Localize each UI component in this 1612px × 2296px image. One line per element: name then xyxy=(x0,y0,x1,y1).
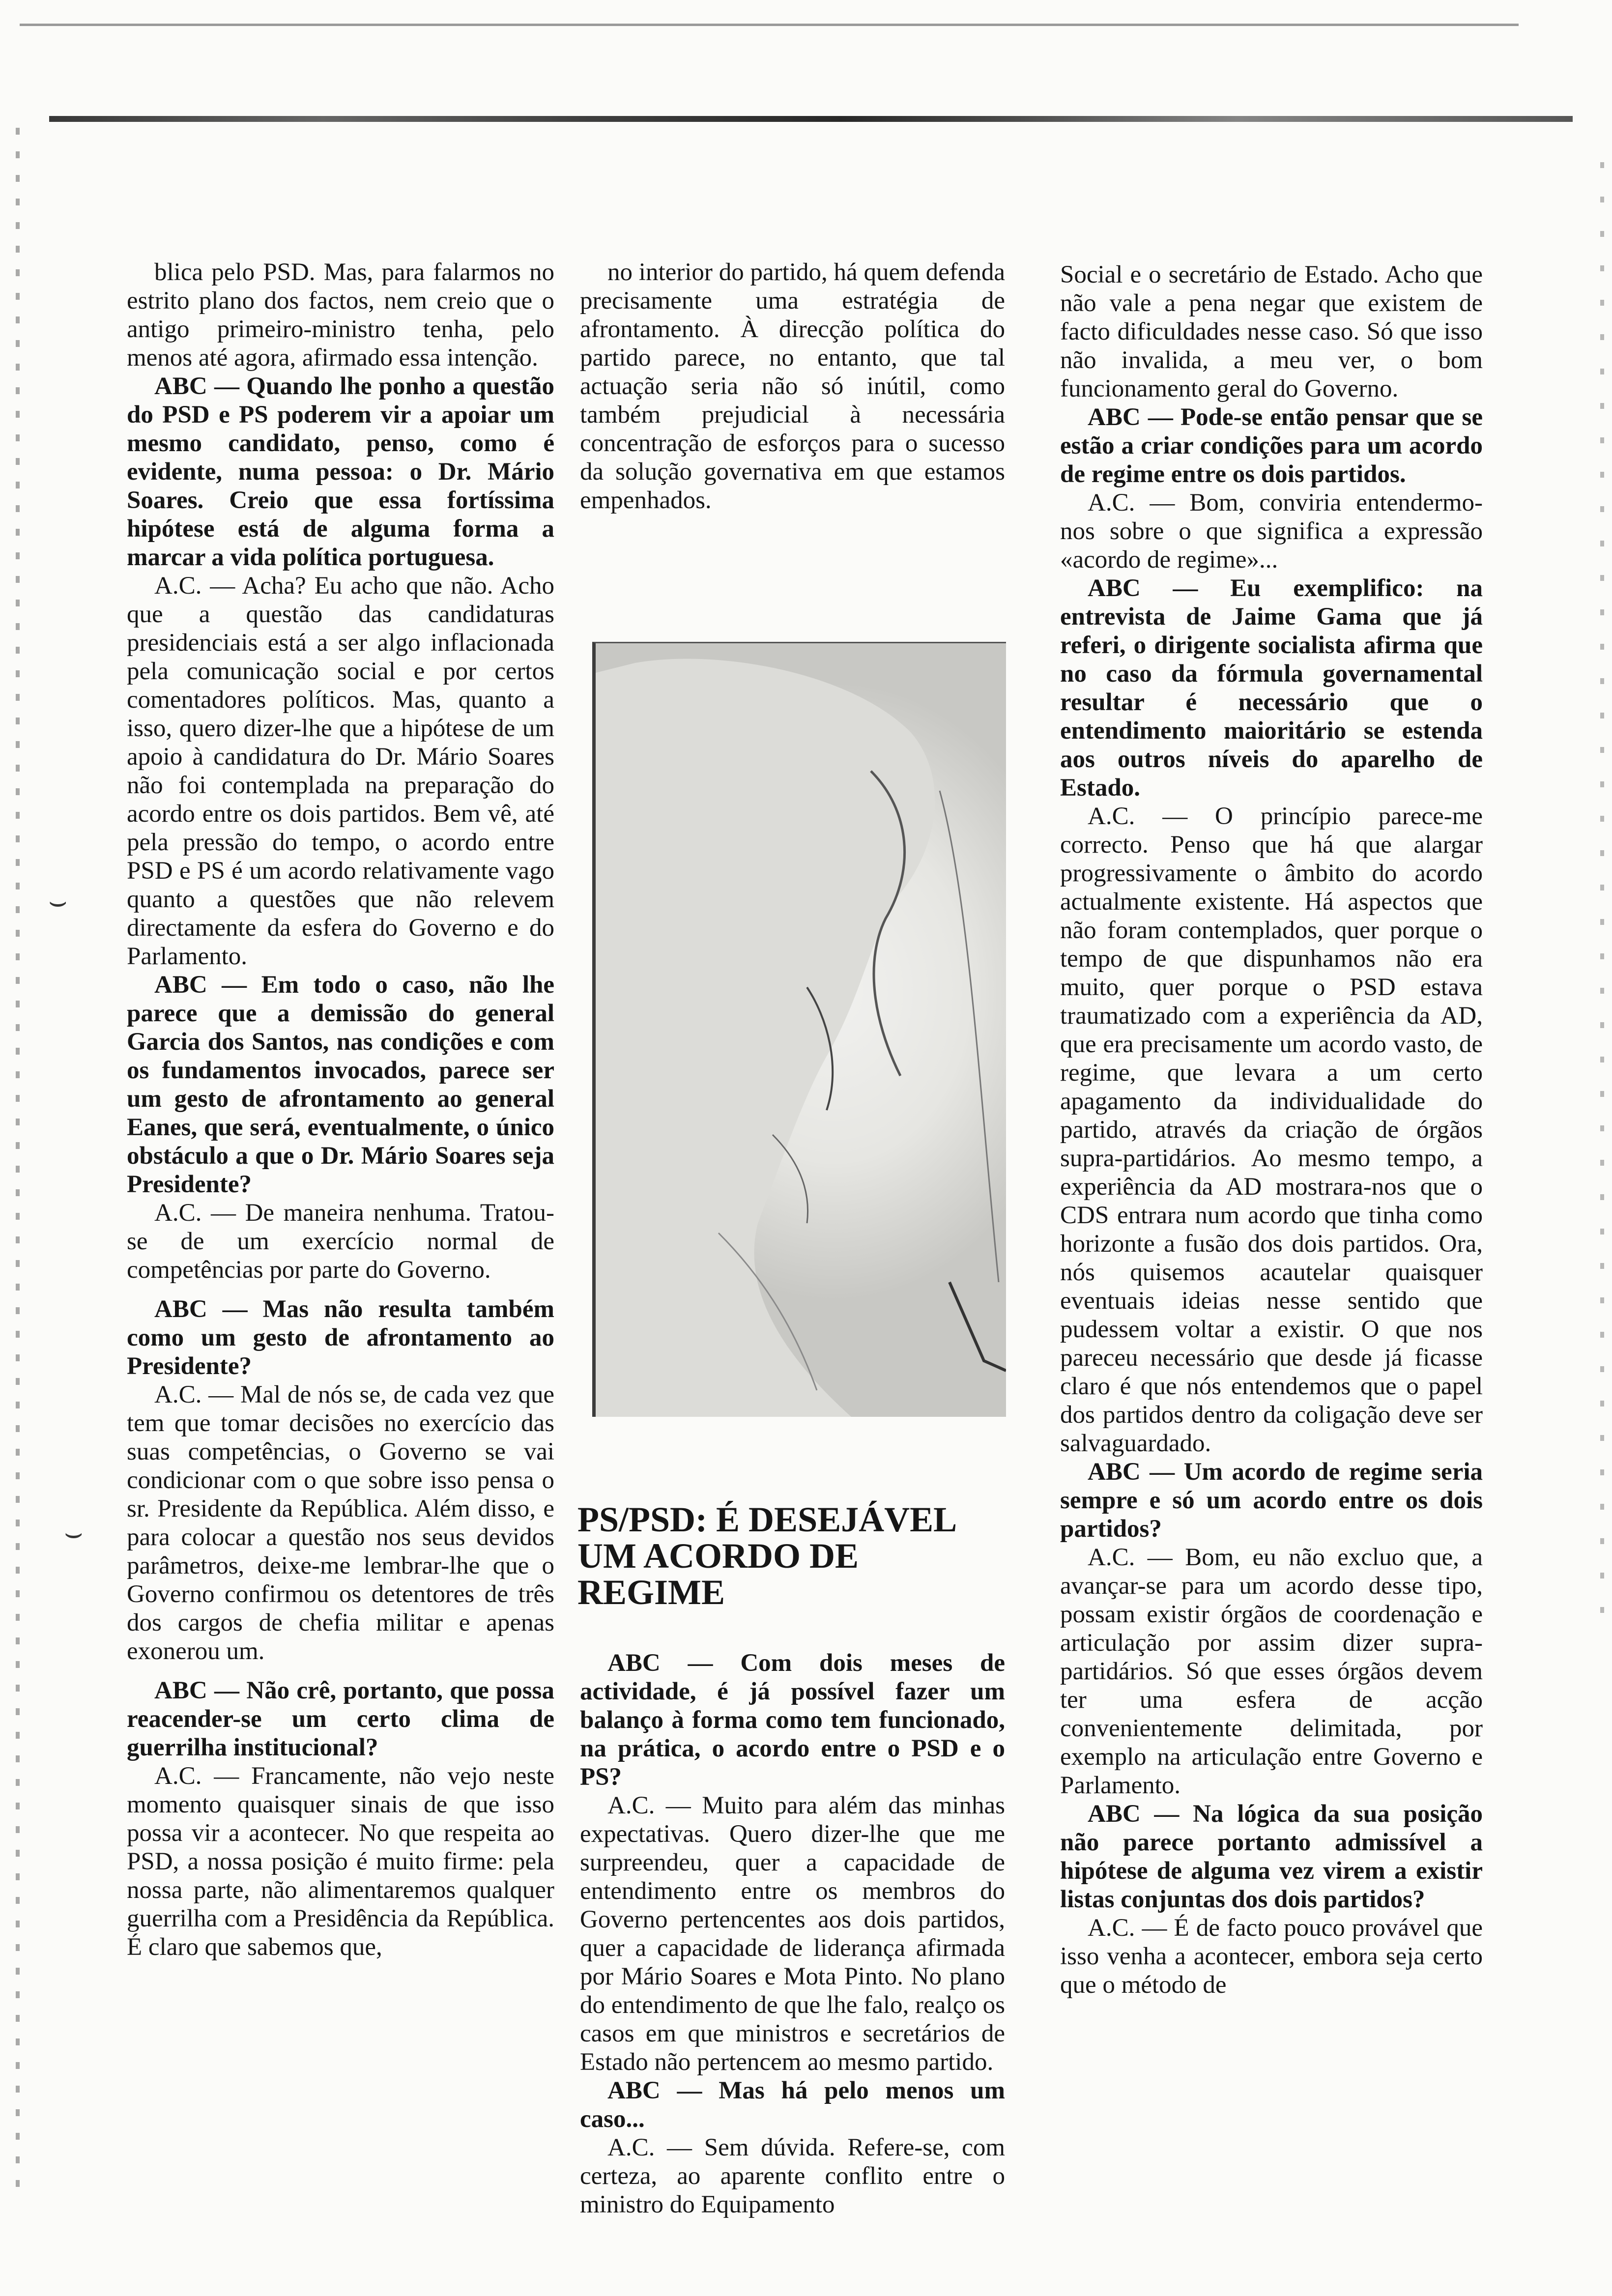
question-paragraph: ABC — Mas não resulta também como um gesto de afrontamento ao Presidente? xyxy=(127,1295,554,1380)
question-paragraph: ABC — Com dois meses de actividade, é já possível fazer um balanço à forma como tem funcionado, na prática, o acordo entre o PSD e o PS? xyxy=(580,1649,1005,1791)
answer-paragraph: A.C. — Francamente, não vejo neste momento quaisquer sinais de que isso possa vir a acontecer. No que respeita ao PSD, a nossa posição é muito firme: pela nossa parte, não alimentaremos qualquer guerrilha com a Presidência da República. É claro que sabemos que, xyxy=(127,1762,554,1961)
question-paragraph: ABC — Em todo o caso, não lhe parece que a demissão do general Garcia dos Santos, nas condições e com os fundamentos invocados, parece ser um gesto de afrontamento ao general Eanes, que será, eventualmente, o único obstáculo a que o Dr. Mário Soares seja Presidente? xyxy=(127,971,554,1198)
section-headline: PS/PSD: É DESEJÁVEL UM ACORDO DE REGIME xyxy=(577,1500,955,1612)
question-paragraph: ABC — Mas há pelo menos um caso... xyxy=(580,2077,1005,2133)
answer-paragraph: A.C. — O princípio parece-me correcto. Penso que há que alargar progressivamente o âmbito do acordo actualmente existente. Há aspectos que não foram contemplados, quer porque o tempo de que dispunhamos não era muito, quer porque o PSD estava traumatizado com a experiência da AD, que era precisamente um acordo vasto, de regime, que levara a um certo apagamento da individualidade do partido, através da criação de órgãos supra-partidários. Ao mesmo tempo, a experiência da AD mostrara-nos que o CDS entrara num acordo que tinha como horizonte a fusão dos dois partidos. Ora, nós quisemos acautelar quaisquer eventuais ideias nesse sentido que pudessem voltar a existir. O que nos pareceu necessário que desde já ficasse claro é que nós entendemos que o papel dos partidos dentro da coligação deve ser salvaguardado. xyxy=(1060,803,1483,1457)
column-middle-bottom xyxy=(580,1649,1005,2219)
header-rule xyxy=(49,116,1573,122)
question-paragraph: ABC — Um acordo de regime seria sempre e só um acordo entre os dois partidos? xyxy=(1060,1458,1483,1543)
question-paragraph: ABC — Na lógica da sua posição não parece portanto admissível a hipótese de alguma vez virem a existir listas conjuntas dos dois partidos? xyxy=(1060,1800,1483,1913)
answer-paragraph: A.C. — Bom, conviria entendermo-nos sobre o que significa a expressão «acordo de regime»... xyxy=(1060,489,1483,574)
answer-paragraph: A.C. — Sem dúvida. Refere-se, com certeza, ao aparente conflito entre o ministro do Equipamento xyxy=(580,2134,1005,2218)
margin-mark: ⌣ xyxy=(48,885,68,918)
margin-mark: ⌣ xyxy=(64,1517,84,1549)
answer-paragraph: A.C. — Mal de nós se, de cada vez que tem que tomar decisões no exercício das suas competências, o Governo se vai condicionar com o que sobre isso pensa o sr. Presidente da República. Além disso, e para colocar a questão nos seus devidos parâmetros, deixe-me lembrar-lhe que o Governo confirmou os detentores de três dos cargos de chefia militar e apenas exonerou um. xyxy=(127,1381,554,1665)
answer-paragraph: blica pelo PSD. Mas, para falarmos no estrito plano dos factos, nem creio que o antigo primeiro-ministro tenha, pelo menos até agora, afirmado essa intenção. xyxy=(127,258,554,372)
answer-paragraph: Social e o secretário de Estado. Acho que não vale a pena negar que existem de facto dificuldades nesse caso. Só que isso não invalida, a meu ver, o bom funcionamento geral do Governo. xyxy=(1060,261,1483,402)
right-margin-marks xyxy=(1600,162,1604,1636)
question-paragraph: ABC — Quando lhe ponho a questão do PSD e PS poderem vir a apoiar um mesmo candidato, penso, como é evidente, numa pessoa: o Dr. Mário Soares. Creio que essa fortíssima hipótese está de alguma forma a marcar a vida política portuguesa. xyxy=(127,373,554,571)
left-margin-marks xyxy=(16,128,20,2192)
column-left xyxy=(127,258,554,1961)
column-right xyxy=(1060,260,1483,1999)
answer-paragraph: A.C. — É de facto pouco provável que isso venha a acontecer, embora seja certo que o método de xyxy=(1060,1914,1483,1999)
column-middle-top xyxy=(580,258,1005,515)
top-rule xyxy=(20,24,1519,26)
answer-paragraph: A.C. — Muito para além das minhas expectativas. Quero dizer-lhe que me surpreendeu, quer a capacidade de entendimento entre os membros do Governo pertencentes aos dois partidos, quer a capacidade de liderança afirmada por Mário Soares e Mota Pinto. No plano do entendimento de que lhe falo, realço os casos em que ministros e secretários de Estado não pertencem ao mesmo partido. xyxy=(580,1792,1005,2076)
answer-paragraph: no interior do partido, há quem defenda precisamente uma estratégia de afrontamento. À direcção política do partido parece, no entanto, que tal actuação seria não só inútil, como também prejudicial à necessária concentração de esforços para o sucesso da solução governativa em que estamos empenhados. xyxy=(580,258,1005,514)
answer-paragraph: A.C. — Bom, eu não excluo que, a avançar-se para um acordo desse tipo, possam existir órgãos de coordenação e articulação por assim dizer supra-partidários. Só que esses órgãos devem ter uma esfera de acção convenientemente delimitada, por exemplo na articulação entre Governo e Parlamento. xyxy=(1060,1544,1483,1799)
question-paragraph: ABC — Não crê, portanto, que possa reacender-se um certo clima de guerrilha institucional? xyxy=(127,1677,554,1761)
question-paragraph: ABC — Eu exemplifico: na entrevista de Jaime Gama que já referi, o dirigente socialista afirma que no caso da fórmula governamental resultar é necessário que o entendimento maioritário se estenda aos outros níveis do aparelho de Estado. xyxy=(1060,574,1483,802)
answer-paragraph: A.C. — Acha? Eu acho que não. Acho que a questão das candidaturas presidenciais está a ser algo inflacionada pela comunicação social e por certos comentadores políticos. Mas, quanto a isso, quero dizer-lhe que a hipótese de um apoio à candidatura do Dr. Mário Soares não foi contemplada na preparação do acordo entre os dois partidos. Bem vê, até pela pressão do tempo, o acordo entre PSD e PS é um acordo relativamente vago quanto a questões que não relevem directamente da esfera do Governo e do Parlamento. xyxy=(127,572,554,970)
answer-paragraph: A.C. — De maneira nenhuma. Tratou-se de um exercício normal de competências por parte do Governo. xyxy=(127,1199,554,1284)
portrait-figure xyxy=(596,643,1006,1417)
question-paragraph: ABC — Pode-se então pensar que se estão a criar condições para um acordo de regime entre os dois partidos. xyxy=(1060,403,1483,488)
portrait-photo xyxy=(592,642,1006,1417)
